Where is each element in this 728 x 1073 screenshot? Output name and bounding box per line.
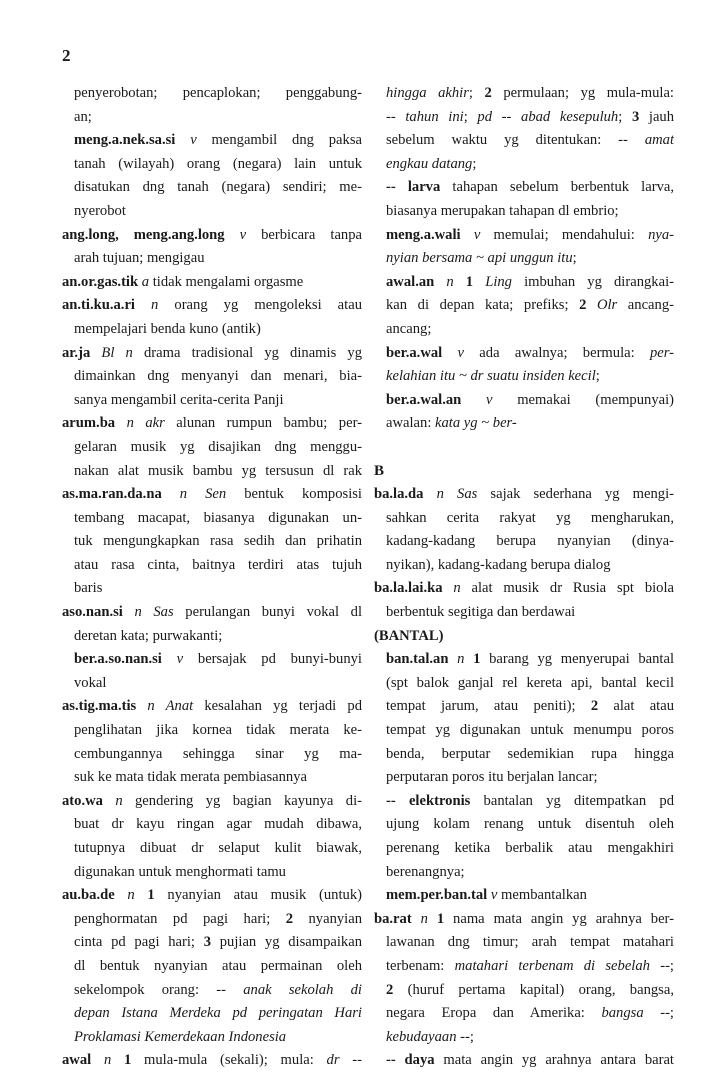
text-segment: ancang-: [617, 297, 674, 314]
italic-text: v: [473, 226, 481, 243]
text-segment: nyikan), kadang-kadang berupa dialog: [386, 556, 611, 573]
dictionary-line: [374, 318, 674, 342]
blank-line: [374, 436, 674, 460]
dictionary-line: [62, 247, 362, 271]
text-segment: tutupnya dibuat dr selaput kulit biawak,: [74, 840, 362, 856]
text-segment: nyanyian atau musik (untuk): [154, 887, 362, 904]
italic-text: n: [103, 1052, 112, 1069]
text-segment: cembungannya sehingga sinar yg ma-: [74, 745, 362, 762]
bold-text: ato.wa: [62, 792, 103, 809]
dictionary-line: [62, 979, 362, 1003]
bold-text: 1: [436, 910, 445, 927]
text-segment: alat musik dr Rusia spt biola: [460, 580, 674, 597]
italic-text: dr: [326, 1052, 340, 1069]
italic-text: matahari terbenam di sebelah: [454, 957, 650, 974]
italic-text: n Sas: [134, 604, 174, 621]
dictionary-line: [62, 813, 362, 837]
text-segment: ;: [463, 108, 478, 125]
italic-text: v: [176, 651, 184, 668]
text-segment: alat atau: [598, 698, 674, 715]
dictionary-line: [374, 979, 674, 1003]
text-segment: [135, 297, 151, 313]
dictionary-line: [62, 861, 362, 885]
text-segment: perulangan bunyi vokal dl: [173, 604, 362, 621]
dictionary-line: [374, 1049, 674, 1073]
text-segment: (spt balok ganjal rel kereta api, bantal kecil: [386, 674, 674, 691]
dictionary-line: [62, 129, 362, 153]
dictionary-line: [62, 577, 362, 601]
bold-text: 3: [631, 108, 640, 125]
italic-text: v: [457, 344, 464, 361]
text-segment: ancang;: [386, 320, 432, 337]
dictionary-line: [62, 82, 362, 106]
dictionary-line: [374, 766, 674, 790]
text-segment: bentuk komposisi: [226, 486, 362, 503]
dictionary-line: [62, 412, 362, 436]
italic-text: Ling: [485, 273, 512, 290]
text-segment: [135, 887, 148, 903]
bold-text: an.ti.ku.a.ri: [62, 297, 135, 314]
dictionary-line: [374, 153, 674, 177]
dictionary-line: [62, 106, 362, 130]
text-segment: ;: [572, 250, 577, 267]
text-segment: tempat yg digunakan untuk menumpu poros: [386, 722, 674, 739]
dictionary-line: [374, 294, 674, 318]
dictionary-line: [374, 106, 674, 130]
text-segment: --;: [456, 1028, 474, 1045]
bold-text: ba.la.lai.ka: [374, 580, 443, 597]
dictionary-line: [374, 1002, 674, 1026]
dictionary-line: [62, 271, 362, 295]
dictionary-line: [374, 813, 674, 837]
text-segment: gelaran musik yg disajikan dng menggu-: [74, 438, 362, 455]
page-number: 2: [62, 46, 71, 65]
bold-text: 2: [590, 698, 599, 715]
text-segment: ;: [618, 108, 632, 125]
text-segment: suk ke mata tidak merata pembiasannya: [74, 769, 308, 786]
text-segment: alunan rumpun bambu; per-: [164, 415, 362, 432]
italic-text: n: [420, 910, 428, 927]
dictionary-line: [62, 436, 362, 460]
text-segment: [461, 227, 474, 243]
text-segment: mata angin yg arahnya antara barat: [434, 1052, 674, 1069]
text-segment: penghormatan pd pagi hari;: [74, 910, 286, 927]
text-segment: sebelum waktu yg ditentukan: --: [386, 132, 645, 149]
bold-text: awal.an: [386, 273, 435, 290]
text-segment: benda, berputar sedemikian rupa hingga: [386, 745, 674, 762]
text-segment: kesalahan yg terjadi pd: [193, 698, 362, 715]
text-segment: buat dr kayu ringan agar mudah dibawa,: [74, 816, 362, 833]
dictionary-line: [62, 460, 362, 484]
italic-text: n akr: [126, 415, 165, 432]
text-segment: dimainkan dng menyanyi dan menari, bia-: [74, 368, 362, 385]
bold-text: au.ba.de: [62, 887, 115, 904]
dictionary-line: [62, 955, 362, 979]
italic-text: a: [141, 273, 150, 290]
text-segment: [162, 486, 180, 502]
dictionary-line: [62, 153, 362, 177]
text-segment: membantalkan: [497, 887, 587, 904]
dictionary-line: [62, 530, 362, 554]
dictionary-line: [62, 1026, 362, 1050]
text-segment: --;: [643, 1005, 674, 1022]
text-segment: [103, 793, 115, 809]
italic-text: n: [127, 887, 135, 904]
italic-text: n Sas: [436, 486, 478, 503]
text-segment: drama tradisional yg dinamis yg: [132, 344, 362, 361]
bold-text: 1: [465, 273, 474, 290]
dictionary-line: [374, 82, 674, 106]
text-segment: imbuhan yg dirangkai-: [511, 273, 674, 290]
text-segment: ada awalnya; bermula:: [464, 344, 650, 361]
text-segment: disatukan dng tanah (negara) sendiri; me-: [74, 179, 362, 196]
dictionary-line: [62, 224, 362, 248]
italic-text: Proklamasi Kemerdekaan Indonesia: [74, 1028, 287, 1045]
italic-text: depan Istana Merdeka pd peringatan Hari: [74, 1005, 362, 1022]
text-segment: bersajak pd bunyi-bunyi: [183, 651, 362, 668]
text-segment: baris: [74, 580, 103, 597]
dictionary-line: [374, 931, 674, 955]
dictionary-line: [62, 908, 362, 932]
text-segment: [115, 887, 128, 903]
text-segment: tembang macapat, biasanya digunakan un-: [74, 509, 362, 526]
dictionary-line: [374, 176, 674, 200]
text-segment: cinta pd pagi hari;: [74, 934, 204, 951]
bold-text: ber.a.so.nan.si: [74, 651, 162, 668]
text-segment: orang yg mengoleksi atau: [158, 297, 362, 314]
dictionary-line: [374, 1026, 674, 1050]
text-segment: jauh: [639, 108, 674, 125]
section-letter: [374, 460, 674, 484]
right-column: [374, 82, 674, 1073]
italic-text: n: [453, 580, 461, 597]
text-segment: digunakan untuk menghormati tamu: [74, 863, 286, 880]
dictionary-line: [62, 672, 362, 696]
dictionary-line: [374, 790, 674, 814]
dictionary-line: [62, 719, 362, 743]
italic-text: Bl n: [101, 344, 133, 361]
text-segment: --;: [649, 957, 674, 974]
dictionary-line: [62, 200, 362, 224]
text-segment: --: [386, 108, 406, 125]
bold-text: ber.a.wal.an: [386, 391, 462, 408]
dictionary-line: [62, 695, 362, 719]
dictionary-line: [62, 743, 362, 767]
bold-text: ba.la.da: [374, 486, 424, 503]
dictionary-line: [374, 365, 674, 389]
dictionary-line: [374, 342, 674, 366]
dictionary-line: [62, 790, 362, 814]
text-segment: ;: [595, 368, 600, 385]
text-segment: B: [374, 462, 385, 479]
text-segment: bantalan yg ditempatkan pd: [470, 792, 674, 809]
bold-text: -- elektronis: [386, 792, 471, 809]
dictionary-line: [374, 884, 674, 908]
text-segment: perenang ketika berbalik atau mengakhiri: [386, 840, 674, 856]
text-segment: [115, 415, 126, 431]
bold-text: ber.a.wal: [386, 344, 443, 361]
text-segment: [123, 604, 135, 620]
text-segment: mula-mula (sekali); mula:: [131, 1052, 327, 1069]
dictionary-line: [62, 625, 362, 649]
text-segment: penglihatan jika kornea tidak merata ke-: [74, 722, 362, 739]
text-segment: sajak sederhana yg mengi-: [477, 486, 674, 503]
text-segment: [90, 345, 101, 361]
text-segment: mempelajari benda kuno (antik): [74, 320, 261, 337]
dictionary-line: [374, 719, 674, 743]
text-segment: (huruf pertama kapital) orang, bangsa,: [393, 981, 674, 998]
dictionary-line: [374, 507, 674, 531]
text-segment: negara Eropa dan Amerika:: [386, 1005, 602, 1022]
text-segment: nyerobot: [74, 202, 126, 219]
text-segment: arah tujuan; mengigau: [74, 250, 205, 267]
text-segment: permulaan; yg mula-mula:: [491, 85, 674, 101]
italic-text: tahun ini: [405, 108, 464, 125]
dictionary-line: [62, 601, 362, 625]
text-segment: mengambil dng paksa: [196, 132, 362, 149]
italic-text: n: [446, 273, 454, 290]
text-segment: berenangnya;: [386, 863, 465, 880]
bold-text: as.tig.ma.tis: [62, 698, 137, 715]
bold-text: 1: [123, 1052, 132, 1069]
text-segment: [473, 274, 485, 290]
text-segment: [175, 132, 190, 148]
text-segment: [162, 651, 177, 667]
dictionary-line: [374, 861, 674, 885]
text-segment: memakai (mempunyai): [492, 391, 674, 408]
italic-text: n Anat: [147, 698, 194, 715]
dictionary-line: [62, 294, 362, 318]
dictionary-line: [374, 672, 674, 696]
text-segment: gendering yg bagian kayunya di-: [122, 792, 362, 809]
italic-text: kelahian itu ~ dr suatu insiden kecil: [386, 368, 596, 385]
dictionary-line: [374, 837, 674, 861]
text-segment: perputaran poros itu berjalan lancar;: [386, 769, 598, 786]
italic-text: v: [190, 132, 197, 149]
text-segment: [448, 651, 457, 667]
dictionary-line: [62, 389, 362, 413]
dictionary-line: [62, 931, 362, 955]
bold-text: 2: [386, 981, 394, 998]
text-segment: [464, 651, 473, 667]
italic-text: v: [239, 226, 247, 243]
text-segment: [586, 297, 597, 313]
italic-text: nya-: [648, 226, 674, 243]
dictionary-line: [374, 577, 674, 601]
text-segment: [428, 911, 437, 927]
dictionary-line: [62, 766, 362, 790]
italic-text: engkau datang: [386, 155, 473, 172]
italic-text: pd -- abad kesepuluh: [477, 108, 619, 125]
italic-text: Olr: [596, 297, 618, 314]
dictionary-line: [374, 129, 674, 153]
text-segment: [412, 911, 421, 927]
dictionary-line: [374, 412, 674, 436]
bold-text: 1: [147, 887, 155, 904]
text-segment: [461, 392, 486, 408]
italic-text: n: [457, 651, 465, 668]
text-segment: --: [339, 1052, 362, 1069]
dictionary-line: [62, 554, 362, 578]
text-segment: [423, 486, 436, 502]
dictionary-line: [374, 224, 674, 248]
text-segment: berbentuk segitiga dan berdawai: [386, 604, 576, 621]
italic-text: per-: [649, 344, 674, 361]
dictionary-line: [374, 247, 674, 271]
italic-text: anak sekolah di: [243, 981, 362, 998]
text-segment: atau rasa cinta, baitnya terdiri atas tujuh: [74, 556, 362, 573]
dictionary-line: [374, 271, 674, 295]
text-segment: an;: [74, 108, 92, 125]
text-segment: tahapan sebelum berbentuk larva,: [440, 179, 674, 196]
bold-text: mem.per.ban.tal: [386, 887, 488, 904]
bold-text: 2: [484, 85, 492, 101]
text-segment: [442, 345, 457, 361]
text-segment: nakan alat musik bambu yg tersusun dl rak: [74, 462, 362, 479]
text-segment: terbenam:: [386, 957, 455, 974]
text-segment: ;: [472, 155, 477, 172]
text-segment: berbicara tanpa: [246, 226, 362, 243]
dictionary-line: [374, 483, 674, 507]
dictionary-line: [374, 625, 674, 649]
text-segment: tempat jarum, atau peniti);: [386, 698, 591, 715]
italic-text: n: [151, 297, 159, 314]
text-segment: ujung kolam renang untuk disentuh oleh: [386, 816, 674, 833]
dictionary-line: [374, 955, 674, 979]
bold-text: meng.a.wali: [386, 226, 461, 243]
text-segment: sahkan cerita rakyat yg mengharukan,: [386, 509, 674, 526]
bold-text: ar.ja: [62, 344, 91, 361]
text-segment: [454, 274, 466, 290]
dictionary-line: [62, 318, 362, 342]
bold-text: (BANTAL): [374, 627, 444, 644]
text-segment: barang yg menyerupai bantal: [480, 651, 674, 668]
text-segment: [225, 227, 240, 243]
dictionary-line: [374, 200, 674, 224]
text-segment: [136, 698, 147, 714]
dictionary-line: [62, 365, 362, 389]
text-segment: kan di depan kata; prefiks;: [386, 297, 580, 314]
bold-text: -- daya: [386, 1052, 435, 1069]
text-segment: tidak mengalami orgasme: [149, 273, 304, 290]
dictionary-line: [62, 483, 362, 507]
dictionary-line: [62, 507, 362, 531]
text-segment: dl bentuk nyanyian atau permainan oleh: [74, 957, 362, 974]
dictionary-line: [374, 601, 674, 625]
text-segment: [434, 274, 446, 290]
text-segment: nama mata angin yg arahnya ber-: [444, 910, 674, 927]
dictionary-line: [374, 530, 674, 554]
text-segment: penyerobotan; pencaplokan; penggabung-: [74, 85, 362, 101]
text-segment: lawanan dng timur; arah tempat matahari: [386, 934, 674, 951]
text-segment: nyanyian: [293, 910, 362, 927]
italic-text: nyian bersama ~ api unggun itu: [386, 250, 573, 267]
italic-text: v: [486, 391, 493, 408]
italic-text: kata yg ~ ber-: [435, 415, 517, 432]
dictionary-line: [62, 648, 362, 672]
dictionary-line: [374, 695, 674, 719]
bold-text: aso.nan.si: [62, 604, 123, 621]
text-segment: deretan kata; purwakanti;: [74, 627, 223, 644]
text-segment: sekelompok orang: --: [74, 981, 244, 998]
dictionary-line: [62, 1049, 362, 1073]
text-segment: ;: [468, 85, 485, 101]
dictionary-line: [374, 908, 674, 932]
dictionary-line: [374, 743, 674, 767]
italic-text: v: [490, 887, 498, 904]
text-segment: tanah (wilayah) orang (negara) lain untuk: [74, 155, 362, 172]
text-segment: [443, 580, 454, 596]
dictionary-line: [374, 648, 674, 672]
italic-text: amat: [644, 132, 674, 149]
bold-text: ba.rat: [374, 910, 412, 927]
text-segment: memulai; mendahului:: [480, 226, 649, 243]
bold-text: awal: [62, 1052, 92, 1069]
dictionary-line: [374, 389, 674, 413]
text-segment: sanya mengambil cerita-cerita Panji: [74, 391, 284, 408]
text-segment: kadang-kadang berupa nyanyian (dinya-: [386, 533, 674, 550]
text-segment: [111, 1052, 124, 1068]
dictionary-line: [62, 1002, 362, 1026]
bold-text: 1: [473, 651, 481, 668]
dictionary-line: [62, 837, 362, 861]
bold-text: as.ma.ran.da.na: [62, 486, 162, 503]
bold-text: an.or.gas.tik: [62, 273, 139, 290]
italic-text: bangsa: [601, 1005, 644, 1022]
italic-text: kebudayaan: [386, 1028, 457, 1045]
italic-text: n Sen: [179, 486, 227, 503]
bold-text: arum.ba: [62, 415, 116, 432]
bold-text: 2: [285, 910, 294, 927]
bold-text: 3: [203, 934, 212, 951]
dictionary-line: [62, 176, 362, 200]
dictionary-line: [374, 554, 674, 578]
bold-text: -- larva: [386, 179, 441, 196]
italic-text: n: [115, 792, 123, 809]
dictionary-line: [62, 342, 362, 366]
bold-text: ang.long, meng.ang.long: [62, 226, 225, 243]
text-segment: tuk mengungkapkan rasa sedih dan prihatin: [74, 533, 362, 550]
bold-text: meng.a.nek.sa.si: [74, 132, 176, 149]
text-segment: vokal: [74, 674, 107, 691]
bold-text: 2: [579, 297, 587, 314]
bold-text: ban.tal.an: [386, 651, 449, 668]
text-segment: [91, 1052, 104, 1068]
left-column: [62, 82, 362, 1073]
text-segment: awalan:: [386, 415, 436, 432]
text-segment: pujian yg disampaikan: [211, 934, 362, 951]
text-segment: biasanya merupakan tahapan dl embrio;: [386, 202, 619, 219]
dictionary-line: [62, 884, 362, 908]
italic-text: hingga akhir: [386, 85, 469, 101]
